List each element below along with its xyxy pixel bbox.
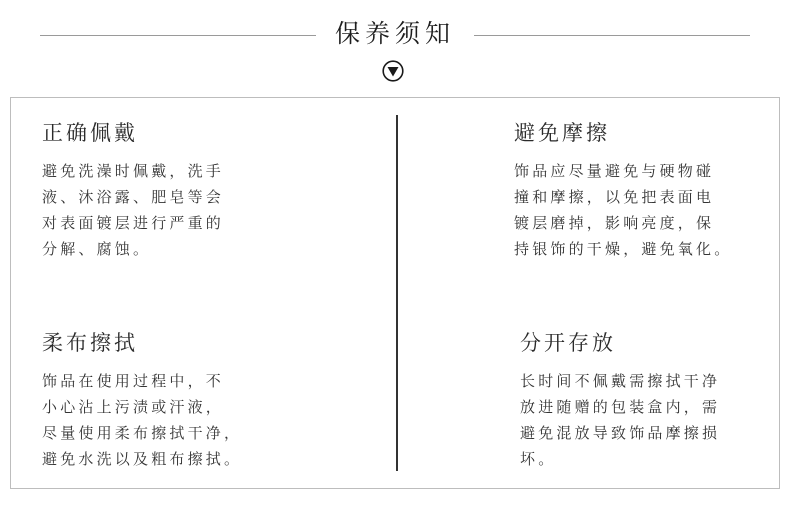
section-wear-correctly [42,118,352,262]
section-body: 避免洗澡时佩戴，洗手 液、沐浴露、肥皂等会 对表面镀层进行严重的 分解、腐蚀。 [42,162,225,258]
section-soft-cloth [42,328,352,472]
section-store-separately [520,328,776,472]
care-panel [10,97,780,489]
section-avoid-friction [514,118,776,262]
chevron-down-circle-icon [382,60,404,82]
column-divider [396,115,398,471]
section-body: 饰品应尽量避免与硬物碰 撞和摩擦，以免把表面电 镀层磨掉，影响亮度，保 持银饰的干燥，避免氧化。 [514,162,733,258]
section-heading: 柔布擦拭 [42,331,138,355]
section-heading: 避免摩擦 [514,121,610,145]
section-heading: 分开存放 [520,331,616,355]
section-body: 饰品在使用过程中，不 小心沾上污渍或汗液， 尽量使用柔布擦拭干净， 避免水洗以及粗布擦拭。 [42,372,243,468]
section-body: 长时间不佩戴需擦拭干净 放进随赠的包装盒内，需 避免混放导致饰品摩擦损 坏。 [520,372,721,468]
page-title: 保养须知 [334,19,455,48]
header-rule-left [40,35,316,36]
header-rule-right [474,35,750,36]
header [0,0,790,96]
section-heading: 正确佩戴 [42,121,138,145]
